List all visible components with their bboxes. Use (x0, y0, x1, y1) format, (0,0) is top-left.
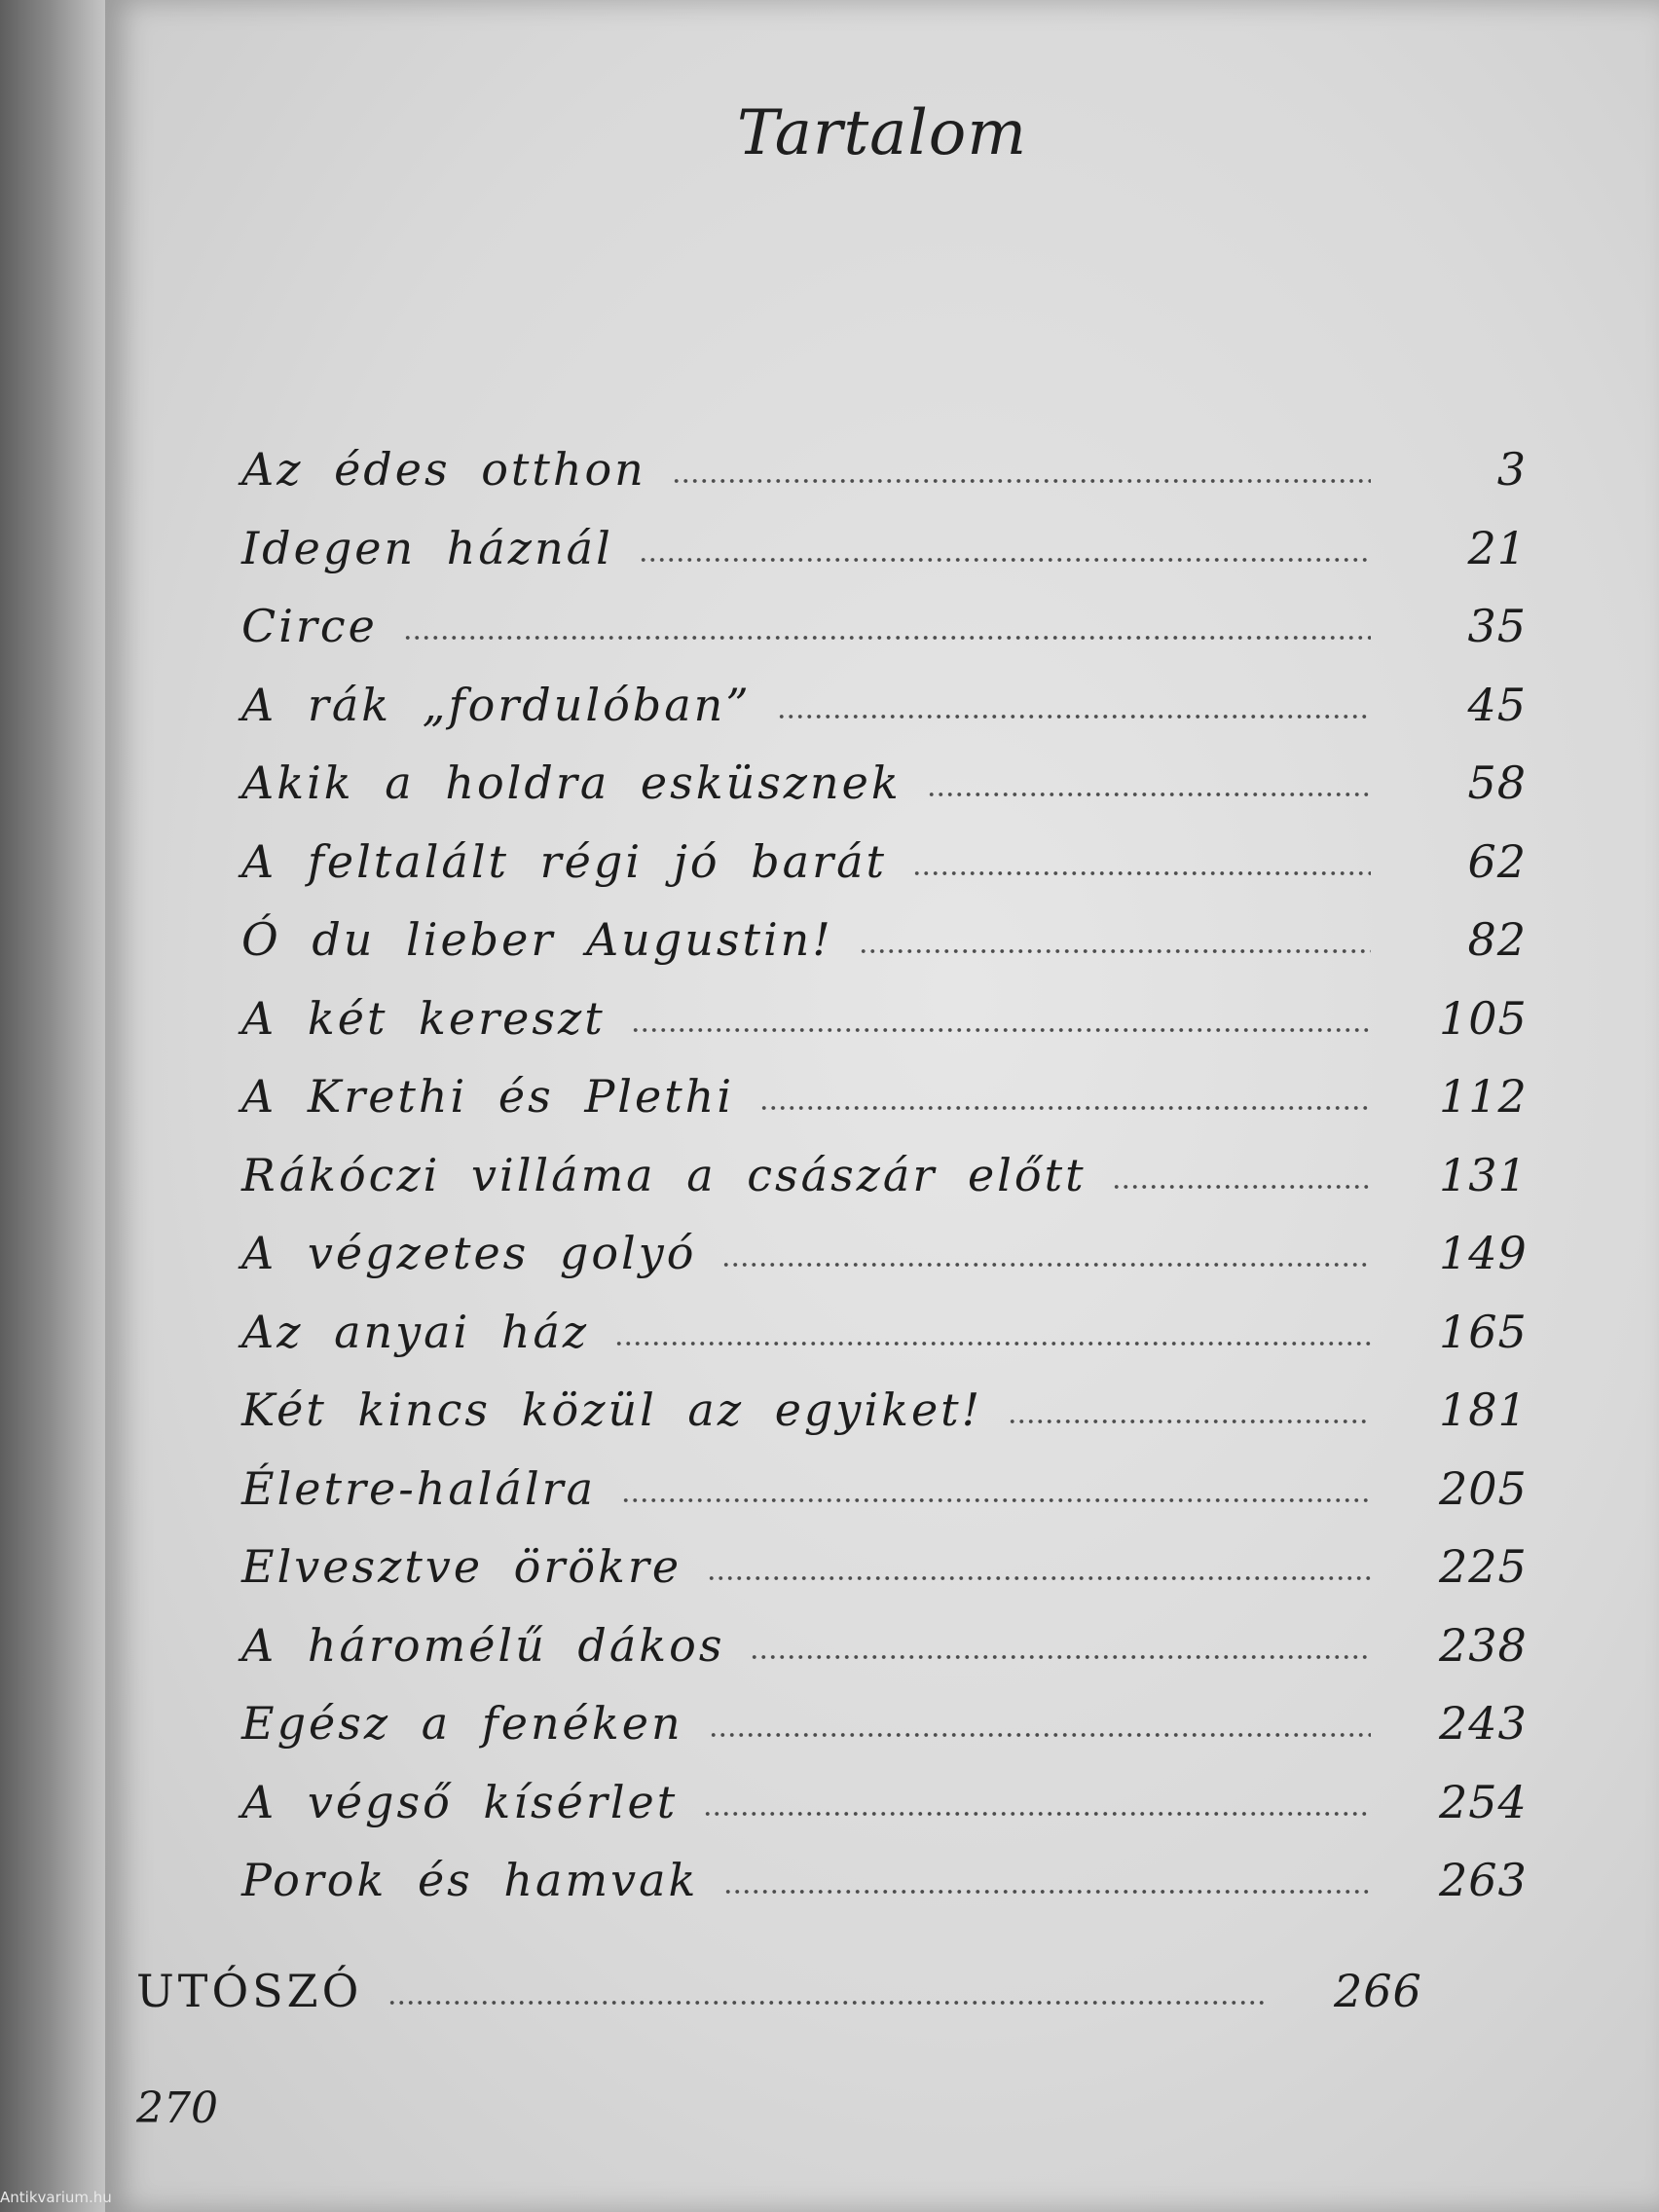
toc-entry-title: Porok és hamvak (241, 1854, 699, 1906)
dot-leader (672, 477, 1371, 485)
page-title: Tartalom (736, 97, 1028, 169)
dot-leader (621, 1496, 1371, 1504)
toc-epilogue-page: 266 (1334, 1965, 1422, 2017)
toc-entry-page: 62 (1467, 834, 1527, 888)
toc-entry (241, 522, 1527, 601)
toc-entry-page: 35 (1467, 600, 1527, 652)
toc-entry-title: Rákóczi villáma a császár előtt (241, 1148, 1087, 1201)
page-number: 270 (136, 2083, 218, 2133)
toc-entry (241, 835, 1527, 914)
toc-entry-page: 181 (1439, 1383, 1528, 1436)
dot-leader (777, 713, 1371, 720)
toc-entry (241, 1227, 1527, 1306)
toc-entry-page: 21 (1467, 521, 1527, 574)
toc-entry-page: 149 (1439, 1227, 1528, 1279)
toc-entry (241, 756, 1527, 835)
toc-entry-page: 82 (1467, 913, 1527, 966)
book-page (105, 0, 1659, 2212)
toc-entry-title: Akik a holdra esküsznek (241, 756, 902, 809)
toc-entry-title: A végső kísérlet (241, 1775, 679, 1828)
toc-entry-page: 238 (1439, 1618, 1528, 1672)
dot-leader (707, 1574, 1371, 1582)
dot-leader (927, 791, 1371, 798)
dot-leader (723, 1888, 1371, 1896)
dot-leader (631, 1026, 1371, 1034)
toc-entry (241, 1540, 1527, 1619)
dot-leader (639, 556, 1371, 564)
toc-entry-page: 243 (1439, 1697, 1528, 1750)
toc-entry (241, 1306, 1527, 1384)
toc-entry-page: 58 (1467, 756, 1527, 809)
toc-entry (241, 443, 1527, 522)
dot-leader (1112, 1183, 1371, 1191)
toc-entry-title: Az anyai ház (241, 1305, 590, 1358)
toc-entry-page: 263 (1439, 1854, 1528, 1906)
toc-entry-title: A rák „fordulóban” (241, 678, 752, 731)
dot-leader (750, 1653, 1371, 1661)
toc-entry-page: 254 (1439, 1775, 1528, 1828)
toc-entry-page: 45 (1467, 678, 1527, 731)
toc-entry (241, 679, 1527, 757)
toc-entry-page: 131 (1439, 1148, 1528, 1201)
toc-entry (241, 1776, 1527, 1855)
toc-entry (241, 992, 1527, 1071)
toc-entry (241, 1854, 1527, 1933)
dot-leader (1008, 1418, 1371, 1425)
toc-entry (241, 1149, 1527, 1228)
toc-epilogue-entry (136, 1965, 1421, 2044)
book-spine-shadow (0, 0, 109, 2212)
toc-entry (241, 1070, 1527, 1149)
toc-entry-title: A végzetes golyó (241, 1227, 697, 1279)
toc-entry-title: A feltalált régi jó barát (241, 834, 888, 888)
watermark: Antikvarium.hu (0, 2189, 112, 2206)
toc-entry-page: 3 (1496, 443, 1527, 496)
toc-entry-title: Egész a fenéken (241, 1697, 683, 1750)
toc-epilogue-title: UTÓSZÓ (136, 1965, 363, 2017)
toc-entry-title: A háromélű dákos (241, 1618, 725, 1672)
toc-entry-title: A két kereszt (241, 991, 606, 1045)
toc-entry (241, 1462, 1527, 1541)
dot-leader (709, 1731, 1371, 1739)
toc-entry-title: Két kincs közül az egyiket! (241, 1383, 983, 1436)
dot-leader (912, 869, 1371, 877)
toc-entry-title: Idegen háznál (241, 521, 613, 574)
toc-entry-title: A Krethi és Plethi (241, 1070, 735, 1123)
toc-entry-page: 112 (1439, 1070, 1528, 1123)
toc-entry (241, 1383, 1527, 1462)
toc-entry (241, 1619, 1527, 1698)
toc-entry-title: Az édes otthon (241, 443, 646, 496)
toc-entry-page: 105 (1439, 991, 1528, 1045)
dot-leader (703, 1810, 1371, 1818)
toc-entry (241, 600, 1527, 679)
dot-leader (614, 1340, 1371, 1347)
toc-entry-title: Circe (241, 600, 378, 652)
toc-entry-page: 205 (1439, 1461, 1528, 1515)
dot-leader (403, 634, 1371, 642)
toc-entry-title: Életre-halálra (241, 1461, 597, 1515)
toc-entry-page: 165 (1439, 1305, 1528, 1358)
toc-entry (241, 913, 1527, 992)
dot-leader (387, 1999, 1266, 2007)
dot-leader (721, 1261, 1371, 1269)
toc-entry-title: Ó du lieber Augustin! (241, 913, 833, 966)
dot-leader (859, 947, 1371, 955)
toc-entry (241, 1697, 1527, 1776)
dot-leader (759, 1104, 1371, 1112)
toc-entry-page: 225 (1439, 1540, 1528, 1593)
table-of-contents (241, 443, 1527, 1933)
toc-entry-title: Elvesztve örökre (241, 1540, 682, 1593)
